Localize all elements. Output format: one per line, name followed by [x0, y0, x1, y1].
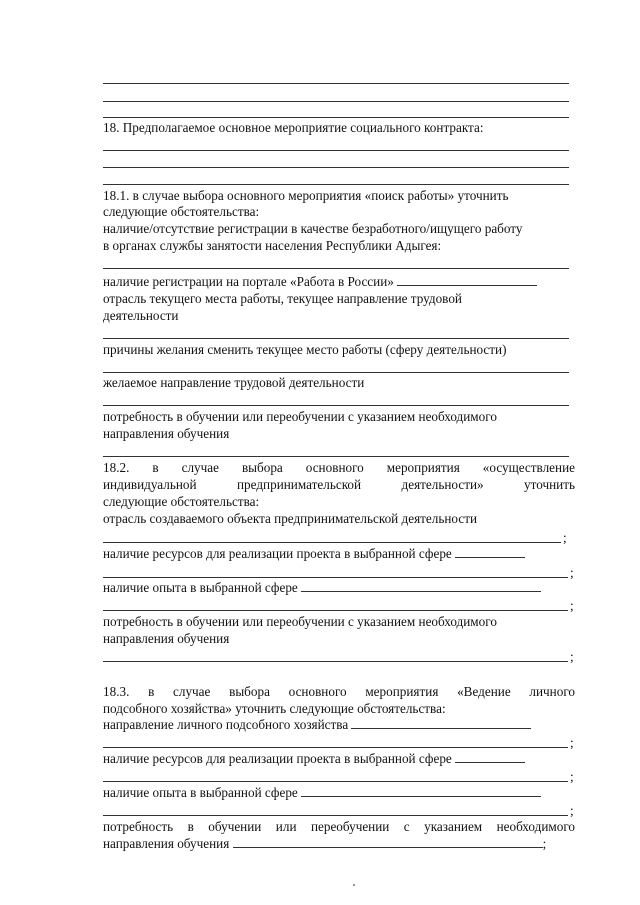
semicolon: ; [570, 735, 574, 750]
section-18-1-title: 18.1. в случае выбора основного мероприятия «поиск работы» уточнить [103, 188, 509, 203]
industry-label: отрасль текущего места работы, текущее направление трудовой [103, 291, 462, 306]
blank-line [103, 167, 569, 168]
experience-label: наличие опыта в выбранной сфере [103, 785, 298, 800]
experience-field [103, 580, 541, 597]
reasons-label: причины желания сменить текущее место работы (сферу деятельности) [103, 342, 507, 357]
semicolon: ; [570, 769, 574, 784]
answer-line [103, 661, 568, 662]
semicolon: ; [570, 565, 574, 580]
household-direction-field [103, 717, 531, 734]
training-field [103, 836, 546, 853]
semicolon: ; [570, 598, 574, 613]
answer-line [103, 815, 568, 816]
training-label: потребность в обучении или переобучении с указанием необходимого [103, 614, 497, 629]
household-direction-label: направление личного подсобного хозяйства [103, 717, 349, 732]
answer-blank [397, 274, 537, 286]
semicolon: ; [542, 836, 547, 851]
training-label: потребность в обучении или переобучении с указанием необходимого [103, 409, 497, 424]
answer-line [103, 747, 568, 748]
section-18-2-title: следующие обстоятельства: [103, 494, 260, 509]
answer-blank [301, 580, 541, 592]
answer-line [103, 405, 569, 406]
portal-registration-field [103, 274, 537, 291]
experience-label: наличие опыта в выбранной сфере [103, 580, 298, 595]
training-label: направления обучения [103, 631, 230, 646]
blank-line [103, 184, 569, 185]
section-18-1-title: следующие обстоятельства: [103, 204, 260, 219]
training-label: потребность в обучении или переобучении с указанием необходимого [103, 819, 575, 834]
section-18-3-title: 18.3. в случае выбора основного мероприятия «Ведение личного [103, 684, 575, 699]
answer-line [103, 542, 561, 543]
experience-field [103, 785, 541, 802]
answer-line [103, 610, 568, 611]
page-mark [353, 884, 355, 886]
registration-label: в органах службы занятости населения Республики Адыгея: [103, 238, 442, 253]
blank-line [103, 150, 569, 151]
portal-registration-label: наличие регистрации на портале «Работа в России» [103, 274, 394, 289]
resources-label: наличие ресурсов для реализации проекта в выбранной сфере [103, 751, 452, 766]
industry-label: деятельности [103, 308, 179, 323]
registration-label: наличие/отсутствие регистрации в качестве безработного/ищущего работу [103, 221, 523, 236]
answer-blank [455, 751, 525, 763]
blank-line [103, 83, 569, 84]
answer-line [103, 577, 568, 578]
section-18-2-title: 18.2. в случае выбора основного мероприятия «осуществление [103, 460, 575, 475]
semicolon: ; [563, 530, 567, 545]
answer-blank [455, 546, 525, 558]
answer-line [103, 372, 569, 373]
item-18-title: 18. Предполагаемое основное мероприятие социального контракта: [103, 120, 484, 135]
desired-direction-label: желаемое направление трудовой деятельности [103, 375, 365, 390]
answer-line [103, 268, 569, 269]
training-label: направления обучения [103, 426, 230, 441]
resources-label: наличие ресурсов для реализации проекта в выбранной сфере [103, 546, 452, 561]
answer-line [103, 338, 569, 339]
blank-line [103, 101, 569, 102]
training-label: направления обучения [103, 836, 230, 851]
blank-line [103, 117, 569, 118]
semicolon: ; [570, 803, 574, 818]
resources-field [103, 546, 525, 563]
resources-field [103, 751, 525, 768]
answer-blank [301, 785, 541, 797]
section-18-3-title: подсобного хозяйства» уточнить следующие обстоятельства: [103, 701, 446, 716]
semicolon: ; [570, 649, 574, 664]
answer-line [103, 781, 568, 782]
business-industry-label: отрасль создаваемого объекта предпринимательской деятельности [103, 511, 478, 526]
answer-blank [351, 717, 531, 729]
answer-blank [233, 836, 543, 848]
answer-line [103, 456, 569, 457]
section-18-2-title: индивидуальной предпринимательской деятельности» уточнить [103, 477, 575, 492]
